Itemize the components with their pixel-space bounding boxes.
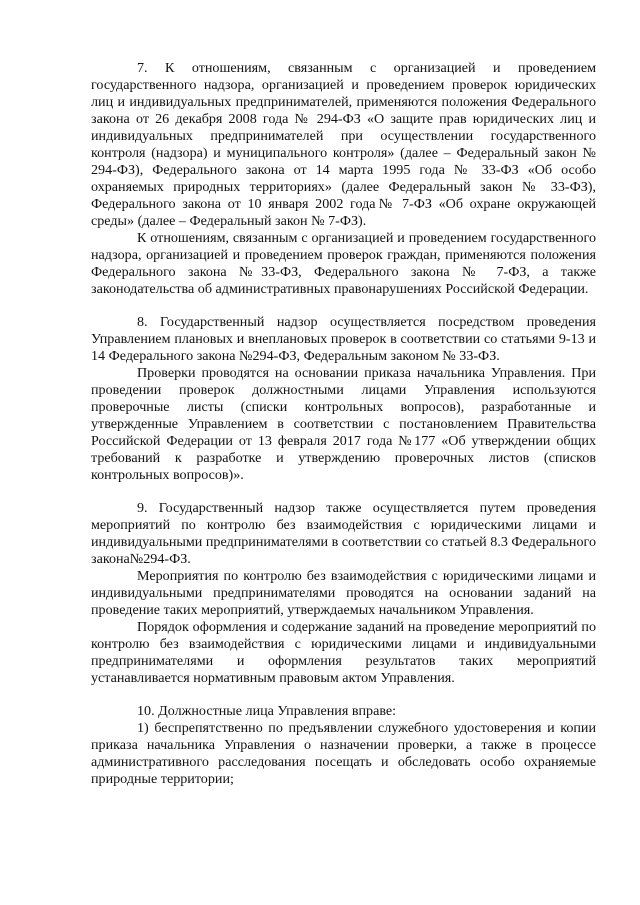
paragraph-relations-citizens: К отношениям, связанным с организацией и проведением государственного надзора, организацией и проведением проверок граждан, применяются положения Федерального закона №33-ФЗ, Федерального закона № 7-ФЗ, а также законодательства об административных правонарушениях Российской Федерации. xyxy=(91,230,596,297)
paragraph-tasks-procedure: Порядок оформления и содержание заданий на проведение мероприятий по контролю без взаимодействия с юридическими лицами и индивидуальными предпринимателями и оформления результатов таких мероприятий устанавливается нормативным правовым актом Управления. xyxy=(91,619,596,686)
paragraph-item-10-1: 1) беспрепятственно по предъявлении служебного удостоверения и копии приказа начальника Управления о назначении проверки, а также в процессе административного расследования посещать и обследовать особо охраняемые природные территории; xyxy=(91,720,596,787)
paragraph-item-9: 9. Государственный надзор также осуществляется путем проведения мероприятий по контролю без взаимодействия с юридическими лицами и индивидуальными предпринимателями в соответствии со статьей 8.3 Федерального закона№294-ФЗ. xyxy=(91,500,596,567)
paragraph-inspections-basis: Проверки проводятся на основании приказа начальника Управления. При проведении проверок должностными лицами Управления используются проверочные листы (списки контрольных вопросов), разработанные и утвержденные Управлением в соответствии с постановлением Правительства Российской Федерации от 13 февраля 2017 года №177 «Об утверждении общих требований к разработке и утверждению проверочных листов (списков контрольных вопросов)». xyxy=(91,365,596,483)
paragraph-item-7: 7. К отношениям, связанным с организацией и проведением государственного надзора, организацией и проведением проверок юридических лиц и индивидуальных предпринимателей, применяются положения Федерального закона от 26 декабря 2008 года № 294-ФЗ «О защите прав юридических лиц и индивидуальных предпринимателей при осуществлении государственного контроля (надзора) и муниципального контроля» (далее – Федеральный закон № 294-ФЗ), Федерального закона от 14 марта 1995 года № 33-ФЗ «Об особо охраняемых природных территориях» (далее Федеральный закон № 33-ФЗ), Федерального закона от 10 января 2002 года№ 7-ФЗ «Об охране окружающей среды» (далее – Федеральный закон № 7-ФЗ). xyxy=(91,60,596,229)
paragraph-item-10: 10. Должностные лица Управления вправе: xyxy=(137,703,397,719)
paragraph-item-8: 8. Государственный надзор осуществляется посредством проведения Управлением плановых и внеплановых проверок в соответствии со статьями 9-13 и 14 Федерального закона №294-ФЗ, Федеральным законом № 33-ФЗ. xyxy=(91,314,596,364)
paragraph-control-measures: Мероприятия по контролю без взаимодействия с юридическими лицами и индивидуальными предпринимателями проводятся на основании заданий на проведение таких мероприятий, утверждаемых начальником Управления. xyxy=(91,568,596,618)
